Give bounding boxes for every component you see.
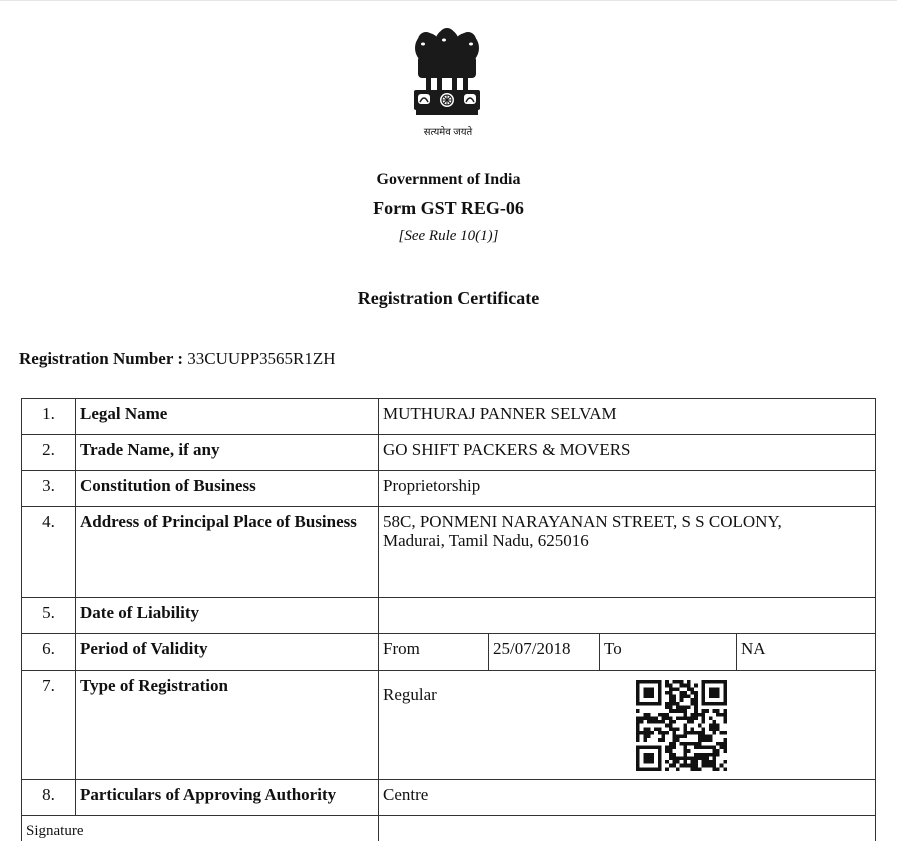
row-number: 5. [22,598,76,634]
certificate-title: Registration Certificate [0,288,897,309]
trade-name-value: GO SHIFT PACKERS & MOVERS [379,435,876,471]
emblem-motto: सत्यमेव जयते [398,124,498,138]
registration-number [19,349,336,369]
registration-number-value: 33CUUPP3565R1ZH [187,349,335,368]
top-border [0,0,897,1]
row-number: 3. [22,471,76,507]
registration-type-cell [379,671,876,780]
signature-label: Signature [22,816,379,841]
row-number: 4. [22,507,76,598]
row-label: Type of Registration [76,671,379,780]
registration-details-table [21,398,876,841]
form-title: Form GST REG-06 [0,198,897,219]
date-of-liability-value [379,598,876,634]
address-value [379,507,876,598]
table-row [22,598,876,634]
validity-to-value: NA [737,634,876,671]
validity-from-value: 25/07/2018 [489,634,600,671]
signature-cell [379,816,876,841]
validity-to-label: To [600,634,737,671]
table-row [22,471,876,507]
row-label: Trade Name, if any [76,435,379,471]
national-emblem-icon [404,26,490,120]
table-row [22,435,876,471]
validity-from-label: From [379,634,489,671]
row-number: 8. [22,780,76,816]
address-line-1: 58C, PONMENI NARAYANAN STREET, S S COLONY, [383,512,871,531]
legal-name-value: MUTHURAJ PANNER SELVAM [379,399,876,435]
row-label: Period of Validity [76,634,379,671]
row-label: Constitution of Business [76,471,379,507]
registration-number-label: Registration Number : [19,349,183,368]
row-number: 2. [22,435,76,471]
table-row [22,780,876,816]
row-number: 1. [22,399,76,435]
row-label: Legal Name [76,399,379,435]
row-number: 7. [22,671,76,780]
rule-reference: [See Rule 10(1)] [0,228,897,245]
row-number: 6. [22,634,76,671]
table-row [22,634,876,671]
row-label: Address of Principal Place of Business [76,507,379,598]
address-line-2: Madurai, Tamil Nadu, 625016 [383,531,871,550]
qr-code-icon [636,680,727,771]
table-row [22,671,876,780]
approving-authority-value: Centre [379,780,876,816]
constitution-value: Proprietorship [379,471,876,507]
row-label: Date of Liability [76,598,379,634]
row-label: Particulars of Approving Authority [76,780,379,816]
table-row [22,816,876,841]
table-row [22,507,876,598]
registration-type-value: Regular [383,676,871,704]
government-heading: Government of India [0,171,897,189]
table-row [22,399,876,435]
